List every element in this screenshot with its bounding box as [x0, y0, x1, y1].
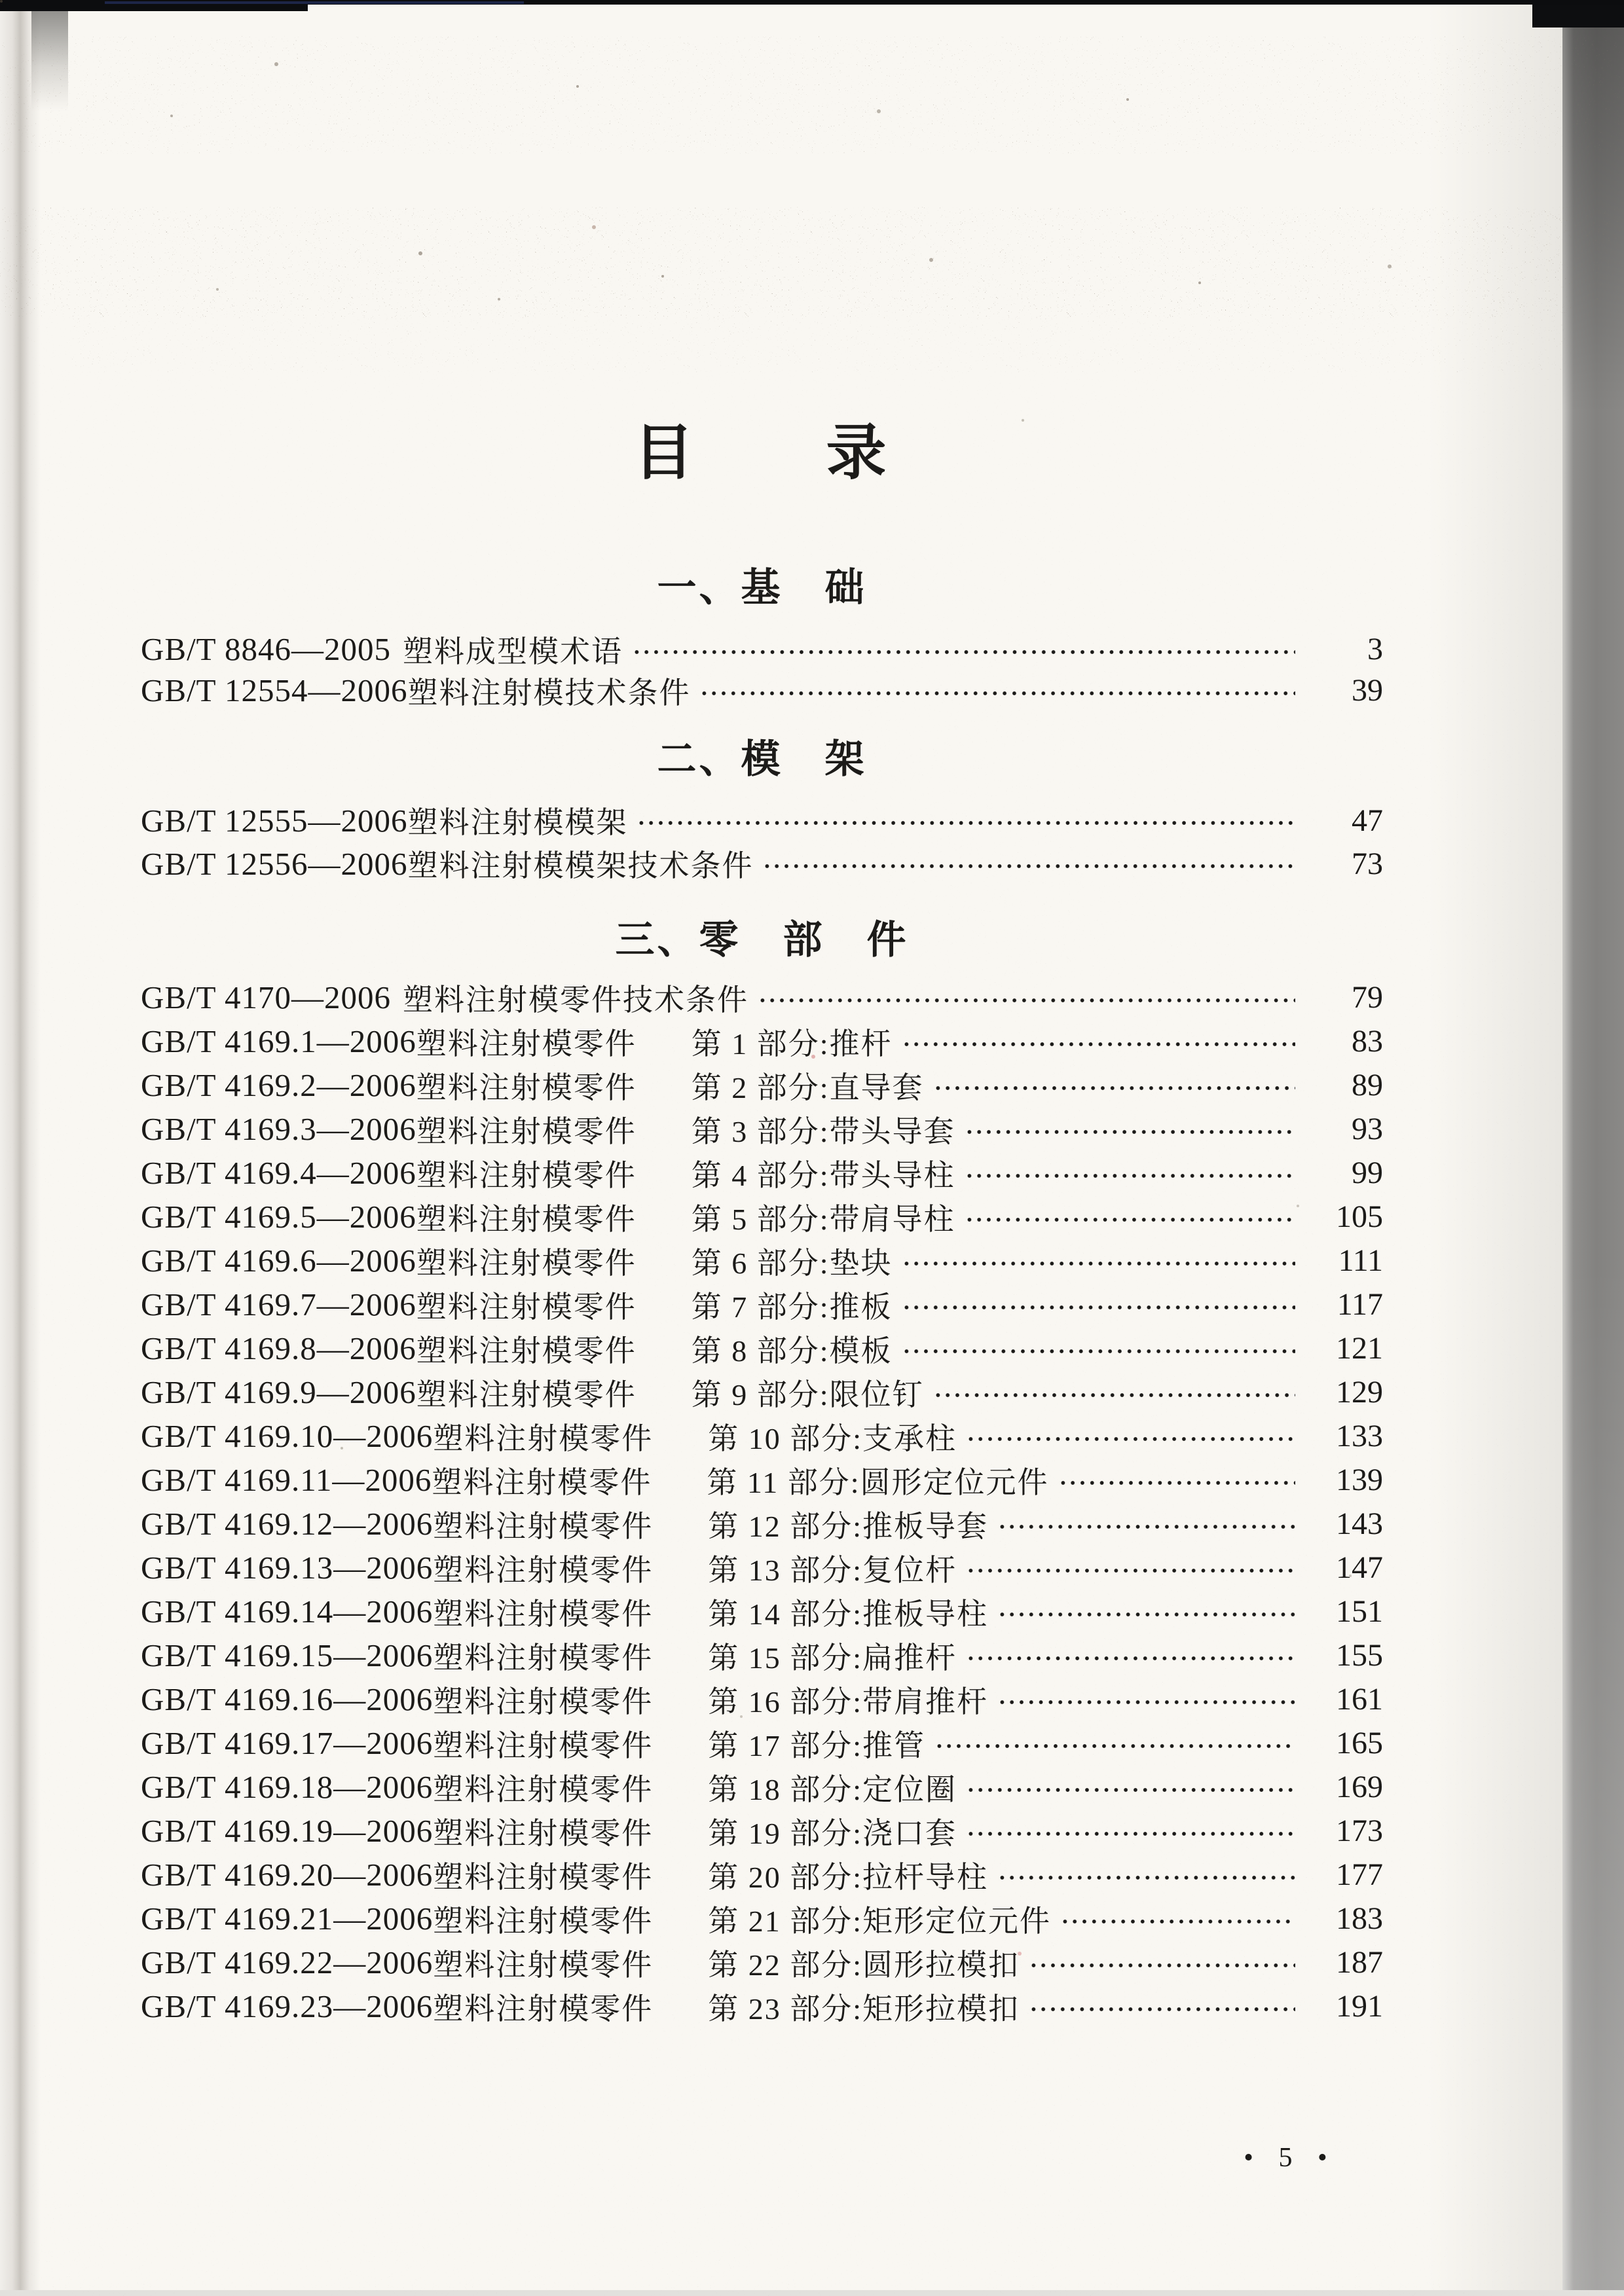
doc-title: 第 9 部分:限位钉 [691, 1377, 924, 1412]
page-number: 105 [1336, 1199, 1383, 1234]
doc-title: 第 1 部分:推杆 [691, 1027, 893, 1061]
page-number: 121 [1336, 1331, 1383, 1366]
dot-leader [762, 862, 1295, 870]
toc-row [141, 1721, 1383, 1765]
page-number: 165 [1336, 1726, 1383, 1760]
dot-leader [966, 1567, 1295, 1575]
dot-leader [902, 1260, 1295, 1267]
series-label: 塑料注射模零件 [416, 1027, 637, 1061]
doc-title: 塑料注射模模架技术条件 [407, 849, 754, 883]
page-number: 129 [1336, 1375, 1383, 1410]
series-label: 塑料注射模零件 [416, 1334, 637, 1368]
dot-leader [758, 996, 1295, 1004]
dot-leader [1060, 1918, 1295, 1925]
series-label: 塑料注射模零件 [416, 1246, 637, 1280]
dot-leader [699, 689, 1295, 697]
toc-row [141, 1633, 1383, 1677]
doc-title: 第 17 部分:推管 [708, 1728, 926, 1762]
dot-leader [966, 1654, 1295, 1662]
doc-title: 第 7 部分:推板 [691, 1290, 893, 1324]
doc-title: 第 18 部分:定位圈 [708, 1772, 957, 1806]
page-number: 47 [1352, 803, 1383, 838]
toc-row [141, 1239, 1383, 1283]
page-number: 83 [1352, 1024, 1383, 1059]
dot-leader [997, 1611, 1295, 1618]
doc-title: 第 21 部分:矩形定位元件 [708, 1904, 1052, 1938]
page-number: 177 [1336, 1857, 1383, 1892]
standard-number: GB/T 12554—2006 [141, 672, 408, 708]
series-label: 塑料注射模零件 [433, 1772, 654, 1806]
doc-title: 第 22 部分:圆形拉模扣 [708, 1948, 1020, 1982]
standard-number: GB/T 4169.17—2006 [141, 1725, 434, 1761]
toc-row [141, 975, 1383, 1019]
dot-leader [966, 1786, 1295, 1794]
series-label: 塑料注射模零件 [433, 1948, 654, 1982]
toc-row [141, 1546, 1383, 1590]
dot-leader [965, 1172, 1295, 1180]
page-number: 187 [1336, 1945, 1383, 1980]
dot-leader [997, 1874, 1295, 1882]
series-label: 塑料注射模零件 [432, 1465, 652, 1499]
page-number: 139 [1336, 1463, 1383, 1497]
standard-number: GB/T 4169.18—2006 [141, 1769, 434, 1805]
doc-title: 第 8 部分:模板 [691, 1334, 893, 1368]
doc-title: 塑料成型模术语 [403, 634, 623, 668]
toc-row [141, 629, 1383, 670]
doc-title: 第 5 部分:带肩导柱 [691, 1202, 955, 1236]
standard-number: GB/T 4170—2006 [141, 979, 391, 1015]
series-label: 塑料注射模零件 [433, 1992, 654, 2026]
standard-number: GB/T 4169.7—2006 [141, 1286, 416, 1322]
dot-leader [965, 1216, 1295, 1224]
toc-row [141, 1107, 1383, 1151]
doc-title: 第 15 部分:扁推杆 [708, 1641, 957, 1675]
doc-title: 塑料注射模零件技术条件 [403, 983, 748, 1017]
section-heading-basics: 一、基 础 [657, 566, 867, 610]
standard-number: GB/T 4169.4—2006 [141, 1155, 416, 1191]
dot-leader [902, 1040, 1295, 1048]
toc-row [141, 1897, 1383, 1941]
series-label: 塑料注射模零件 [433, 1685, 654, 1719]
toc-row [141, 1063, 1383, 1107]
series-label: 塑料注射模零件 [433, 1816, 654, 1850]
page-number: 155 [1336, 1638, 1383, 1673]
toc-row [141, 1283, 1383, 1326]
page-number: 169 [1336, 1770, 1383, 1804]
page-number: 183 [1336, 1901, 1383, 1936]
standard-number: GB/T 4169.16—2006 [141, 1681, 434, 1717]
toc-row [141, 1326, 1383, 1370]
section-parts-entries [141, 975, 1383, 2028]
standard-number: GB/T 4169.15—2006 [141, 1637, 434, 1673]
series-label: 塑料注射模零件 [416, 1114, 637, 1148]
page-number: 93 [1352, 1112, 1383, 1146]
section-basics-entries [141, 629, 1383, 711]
dot-leader [632, 648, 1295, 656]
standard-number: GB/T 4169.13—2006 [141, 1550, 434, 1586]
standard-number: GB/T 4169.6—2006 [141, 1243, 416, 1279]
doc-title: 塑料注射模模架 [407, 806, 628, 839]
doc-title: 第 10 部分:支承柱 [708, 1421, 957, 1455]
dot-leader [1029, 2005, 1295, 2013]
dot-leader [1029, 1961, 1295, 1969]
doc-title: 第 16 部分:带肩推杆 [708, 1685, 989, 1719]
series-label: 塑料注射模零件 [433, 1597, 654, 1631]
series-label: 塑料注射模零件 [433, 1641, 654, 1675]
doc-title: 第 13 部分:复位杆 [708, 1553, 957, 1587]
series-label: 塑料注射模零件 [433, 1904, 654, 1938]
page-number: 173 [1336, 1813, 1383, 1848]
page-number: 79 [1352, 980, 1383, 1015]
doc-title: 第 12 部分:推板导套 [708, 1509, 989, 1543]
page-number: 99 [1352, 1156, 1383, 1190]
toc-row [141, 1458, 1383, 1502]
dot-leader [902, 1303, 1295, 1311]
standard-number: GB/T 4169.20—2006 [141, 1857, 434, 1893]
standard-number: GB/T 4169.10—2006 [141, 1418, 434, 1454]
toc-row [141, 842, 1383, 885]
series-label: 塑料注射模零件 [433, 1860, 654, 1894]
toc-row [141, 1984, 1383, 2028]
series-label: 塑料注射模零件 [433, 1509, 654, 1543]
dot-leader [997, 1698, 1295, 1706]
dot-leader [933, 1391, 1295, 1399]
standard-number: GB/T 4169.22—2006 [141, 1944, 434, 1980]
toc-row [141, 670, 1383, 711]
toc-row [141, 799, 1383, 842]
dot-leader [934, 1742, 1295, 1750]
standard-number: GB/T 4169.5—2006 [141, 1199, 416, 1235]
page-number: 73 [1352, 846, 1383, 881]
footer-page-number: • 5 • [1244, 2143, 1337, 2173]
standard-number: GB/T 4169.21—2006 [141, 1901, 434, 1937]
toc-row [141, 1370, 1383, 1414]
standard-number: GB/T 4169.3—2006 [141, 1111, 416, 1147]
standard-number: GB/T 12555—2006 [141, 802, 408, 839]
series-label: 塑料注射模零件 [416, 1070, 637, 1104]
dot-leader [997, 1523, 1295, 1531]
dot-leader [1058, 1479, 1296, 1487]
dot-leader [933, 1084, 1295, 1092]
page-number: 143 [1336, 1506, 1383, 1541]
standard-number: GB/T 4169.14—2006 [141, 1594, 434, 1630]
doc-title: 第 23 部分:矩形拉模扣 [708, 1992, 1020, 2026]
section-heading-parts: 三、零 部 件 [615, 919, 909, 962]
doc-title: 第 2 部分:直导套 [691, 1070, 924, 1104]
standard-number: GB/T 4169.8—2006 [141, 1330, 416, 1366]
page-number: 3 [1367, 632, 1383, 666]
toc-row [141, 1414, 1383, 1458]
dot-leader [637, 819, 1295, 827]
standard-number: GB/T 4169.2—2006 [141, 1067, 416, 1103]
series-label: 塑料注射模零件 [416, 1158, 637, 1192]
section-mold-bases-entries [141, 799, 1383, 885]
standard-number: GB/T 4169.9—2006 [141, 1374, 416, 1410]
series-label: 塑料注射模零件 [416, 1377, 637, 1412]
doc-title: 第 19 部分:浇口套 [708, 1816, 957, 1850]
doc-title: 第 6 部分:垫块 [691, 1246, 893, 1280]
toc-row [141, 1809, 1383, 1853]
doc-title: 第 4 部分:带头导柱 [691, 1158, 955, 1192]
standard-number: GB/T 8846—2005 [141, 631, 391, 667]
toc-row [141, 1765, 1383, 1809]
toc-row [141, 1590, 1383, 1633]
page-number: 147 [1336, 1550, 1383, 1585]
standard-number: GB/T 4169.19—2006 [141, 1813, 434, 1849]
dot-leader [966, 1830, 1295, 1838]
toc-row [141, 1677, 1383, 1721]
toc-row [141, 1853, 1383, 1897]
standard-number: GB/T 12556—2006 [141, 845, 408, 882]
toc-row [141, 1019, 1383, 1063]
standard-number: GB/T 4169.1—2006 [141, 1023, 416, 1059]
series-label: 塑料注射模零件 [433, 1728, 654, 1762]
page-number: 133 [1336, 1419, 1383, 1453]
standard-number: GB/T 4169.12—2006 [141, 1506, 434, 1542]
page-number: 161 [1336, 1682, 1383, 1717]
standard-number: GB/T 4169.11—2006 [141, 1462, 432, 1498]
page-number: 191 [1336, 1989, 1383, 2024]
dot-leader [902, 1347, 1295, 1355]
page-number: 39 [1352, 673, 1383, 708]
standard-number: GB/T 4169.23—2006 [141, 1988, 434, 2024]
page-number: 89 [1352, 1068, 1383, 1102]
doc-title: 第 14 部分:推板导柱 [708, 1597, 989, 1631]
dot-leader [966, 1435, 1295, 1443]
page-number: 117 [1337, 1287, 1383, 1322]
page-number: 151 [1336, 1594, 1383, 1629]
page-number: 111 [1338, 1243, 1383, 1278]
page-title: 目 录 [633, 420, 891, 486]
series-label: 塑料注射模零件 [433, 1421, 654, 1455]
series-label: 塑料注射模零件 [416, 1290, 637, 1324]
doc-title: 第 20 部分:拉杆导柱 [708, 1860, 989, 1894]
toc-row [141, 1151, 1383, 1195]
doc-title: 塑料注射模技术条件 [407, 676, 691, 710]
toc-row [141, 1502, 1383, 1546]
toc-row [141, 1941, 1383, 1984]
section-heading-mold-bases: 二、模 架 [657, 738, 867, 781]
series-label: 塑料注射模零件 [416, 1202, 637, 1236]
toc-row [141, 1195, 1383, 1239]
doc-title: 第 3 部分:带头导套 [691, 1114, 955, 1148]
dot-leader [965, 1128, 1295, 1136]
doc-title: 第 11 部分:圆形定位元件 [707, 1465, 1049, 1499]
series-label: 塑料注射模零件 [433, 1553, 654, 1587]
